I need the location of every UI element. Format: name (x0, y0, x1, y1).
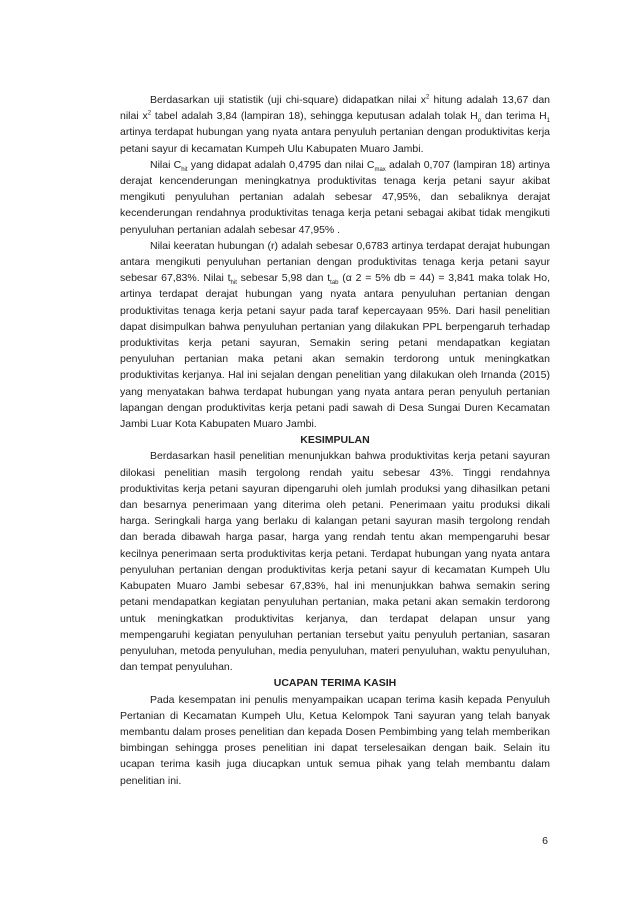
subscript: 1 (546, 118, 550, 125)
text-run: dan terima H (481, 110, 547, 123)
subscript: tab (330, 280, 339, 287)
text-run: Nilai C (150, 158, 182, 171)
section-heading-ucapan: UCAPAN TERIMA KASIH (273, 677, 397, 690)
text-run: hitung adalah 13,67 dan nilai x (120, 94, 550, 123)
text-run: yang didapat adalah 0,4795 dan nilai C (187, 158, 375, 171)
text-run: (α 2 = 5% db = 44) = 3,841 maka tolak Ho, artinya terdapat derajat hubungan yang nyata antara penyuluhan pertanian dengan produktivitas tenaga kerja petani sayur pada taraf kepercayaan 95%. Dari hasil penelitian dapat disimpulkan bahwa penyuluhan pertanian yang dilakukan PPL berpengaruh terhadap produktivitas kerja petani sayuran, Semakin sering petani mendapatkan kegiatan penyuluhan pertanian maka petani akan semakin terdorong untuk meningkatkan produktivitas kerjanya. Hal ini sejalan dengan penelitian yang dilakukan oleh Irnanda (2015) yang menyatakan bahwa terdapat hubungan yang nyata antara peran penyuluh pertanian lapangan dengan produktivitas kerja petani padi sawah di Desa Sungai Duren Kecamatan Jambi Luar Kota Kabupaten Muaro Jambi. (120, 272, 550, 431)
subscript: o (477, 118, 482, 125)
text-run: Nilai keeratan hubungan (r) adalah sebesar 0,6783 artinya terdapat derajat hubungan antara mengikuti penyuluhan pertanian dengan produktivitas tenaga kerja petani sayur sebesar 67,83%. Nilai t (120, 239, 550, 285)
superscript: 2 (426, 94, 430, 101)
text-run: Berdasarkan uji statistik (uji chi-square) didapatkan nilai x (150, 94, 427, 106)
text-run: artinya terdapat hubungan yang nyata antara penyuluh pertanian dengan produktivitas kerja petani sayur di kecamatan Kumpeh Ulu Kabupaten Muaro Jambi. (120, 126, 550, 155)
paragraph-contingency (120, 157, 550, 238)
text-run: tabel adalah 3,84 (lampiran 18), sehingga keputusan adalah tolak H (151, 110, 478, 123)
subscript: max (374, 166, 386, 173)
subscript: hit (181, 166, 188, 173)
body-text (120, 92, 550, 789)
paragraph-correlation (120, 238, 550, 432)
page-number: 6 (542, 835, 548, 847)
superscript: 2 (147, 110, 152, 117)
section-heading-kesimpulan: KESIMPULAN (300, 434, 370, 447)
subscript: hit (230, 280, 237, 287)
text-run: sebesar 5,98 dan t (236, 272, 331, 285)
text-run: adalah 0,707 (lampiran 18) artinya derajat kencenderungan meningkatnya produktivitas tenaga kerja petani sayur akibat mengikuti penyuluhan pertanian adalah sebesar 47,95%, dan sebaliknya derajat kecenderungan rendahnya produktivitas tenaga kerja petani sebagai akibat tidak mengikuti penyuluhan pertanian adalah sebesar 47,95% . (120, 158, 550, 236)
paragraph-kesimpulan: Berdasarkan hasil penelitian menunjukkan bahwa produktivitas kerja petani sayuran dilokasi penelitian masih tergolong rendah yaitu sebesar 43%. Tinggi rendahnya produktivitas kerja petani sayuran dipengaruhi oleh jumlah produksi yang dihasilkan petani dan besarnya penerimaan yang diterima oleh petani. Penerimaan yaitu produksi dikali harga. Seringkali harga yang berlaku di kalangan petani sayuran masih tergolong rendah dan berada dibawah harga pasar, harga yang rendah tentu akan mempengaruhi besar kecilnya penerimaan serta produktivitas kerja petani. Terdapat hubungan yang nyata antara penyuluhan pertanian dengan produktivitas kerja petani sayur di kecamatan Kumpeh Ulu Kabupaten Muaro Jambi sebesar 67,83%, hal ini menunjukkan bahwa semakin sering petani mendapatkan kegiatan penyuluhan pertanian, maka petani akan semakin terdorong untuk meningkatkan produktivitas kerjanya, dan terdapat delapan unsur yang mempengaruhi kegiatan penyuluhan pertanian tersebut yaitu penyuluh pertanian, sasaran penyuluhan, metoda penyuluhan, media penyuluhan, materi penyuluhan, waktu penyuluhan, dan tempat penyuluhan. (120, 450, 550, 674)
paragraph-ucapan: Pada kesempatan ini penulis menyampaikan ucapan terima kasih kepada Penyuluh Pertanian di Kecamatan Kumpeh Ulu, Ketua Kelompok Tani sayuran yang telah banyak membantu dalam proses penelitian dan kepada Dosen Pembimbing yang telah memberikan bimbingan sehingga proses penelitian ini dapat terselesaikan dengan baik. Selain itu ucapan terima kasih juga diucapkan untuk semua pihak yang telah membantu dalam penelitian ini. (120, 693, 550, 787)
paragraph-chi-square (120, 92, 550, 157)
